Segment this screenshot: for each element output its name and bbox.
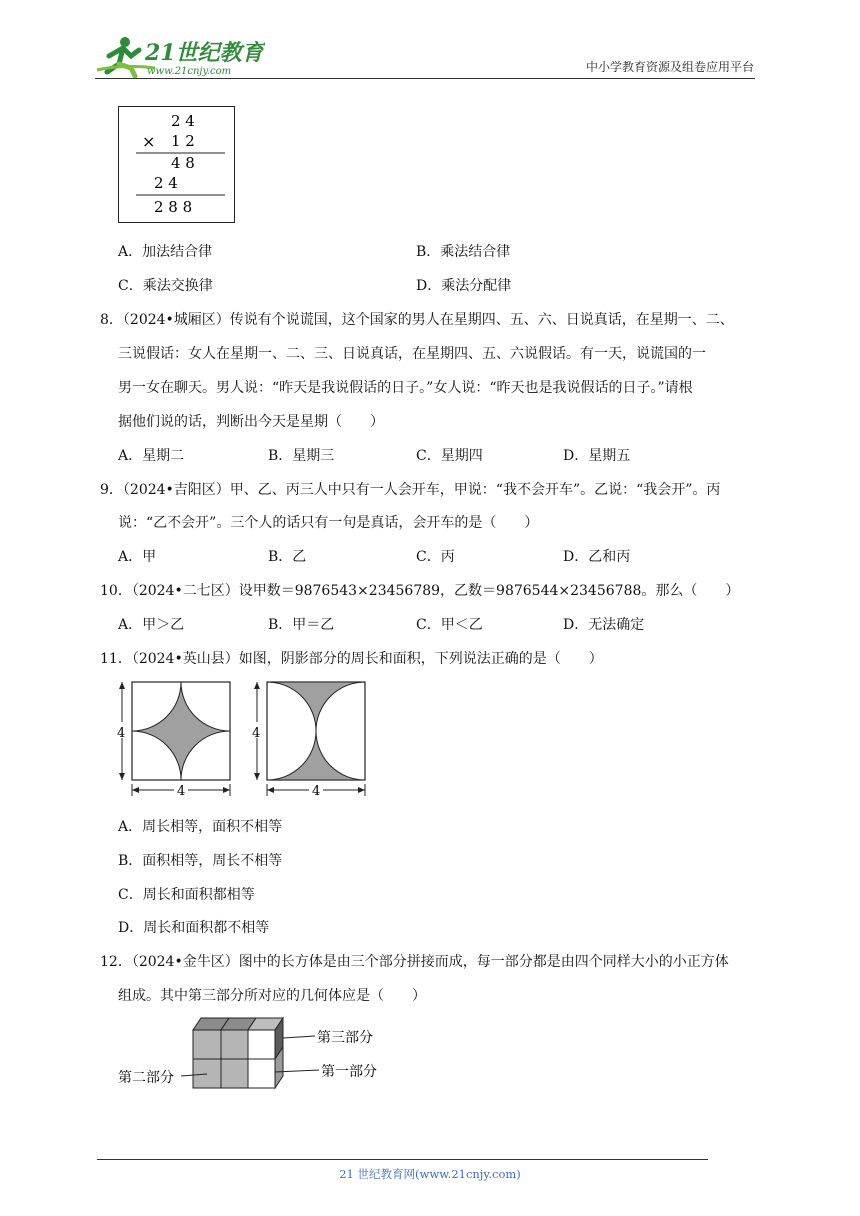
q10-option-a[interactable]: A．甲＞乙: [118, 617, 185, 633]
right-height-label: 4: [252, 726, 261, 741]
q8-option-c[interactable]: C．星期四: [416, 448, 483, 464]
times-sign: ×: [142, 132, 156, 151]
q7-option-b[interactable]: B．乘法结合律: [416, 244, 511, 260]
multiplication-figure: [118, 106, 236, 228]
q10-option-c[interactable]: C．甲＜乙: [416, 617, 483, 633]
q8-option-d[interactable]: D．星期五: [563, 448, 631, 464]
q9-text-line-2: 说：“乙不会开”。三个人的话只有一句是真话，会开车的是（ ）: [118, 515, 539, 531]
q12-text-line-2: 组成。其中第三部分所对应的几何体应是（ ）: [118, 988, 426, 1004]
calc-row-4: 2 4: [154, 174, 178, 192]
calc-row-3: 4 8: [171, 154, 195, 172]
q11-option-c[interactable]: C．周长和面积都相等: [118, 887, 255, 903]
q9-text-line-1: 9．（2024•吉阳区）甲、乙、丙三人中只有一人会开车，甲说：“我不会开车”。乙说：“我会开”。丙: [100, 482, 721, 498]
calc-row-5: 2 8 8: [154, 198, 193, 216]
q7-option-a[interactable]: A．加法结合律: [118, 244, 213, 260]
label-first-part: 第一部分: [321, 1064, 377, 1080]
q10-option-d[interactable]: D．无法确定: [563, 617, 645, 633]
q11-option-d[interactable]: D．周长和面积都不相等: [118, 920, 270, 936]
q11-option-a[interactable]: A．周长相等，面积不相等: [118, 819, 283, 835]
q8-option-b[interactable]: B．星期三: [268, 448, 335, 464]
q12-text-line-1: 12．（2024•金牛区）图中的长方体是由三个部分拼接而成，每一部分都是由四个同样大小的小正方体: [100, 954, 729, 970]
platform-name: 中小学教育资源及组卷应用平台: [585, 60, 754, 74]
label-second-part: 第二部分: [118, 1070, 174, 1086]
right-shape: [251, 682, 365, 798]
left-width-label: 4: [177, 784, 186, 799]
label-third-part: 第三部分: [317, 1030, 373, 1046]
q8-text-line-4: 据他们说的话，判断出今天是星期（ ）: [118, 414, 384, 430]
header-divider: [95, 78, 755, 79]
q9-option-a[interactable]: A．甲: [118, 549, 157, 565]
q8-option-a[interactable]: A．星期二: [118, 448, 185, 464]
calc-row-1: 2 4: [171, 112, 195, 130]
right-width-label: 4: [312, 784, 321, 799]
left-height-label: 4: [117, 726, 126, 741]
q8-text-line-2: 三说假话：女人在星期一、二、三、日说真话，在星期四、五、六说假话。有一天，说谎国的一: [118, 346, 706, 362]
q11-option-b[interactable]: B．面积相等，周长不相等: [118, 853, 283, 869]
logo-url: www.21cnjy.com: [147, 66, 232, 77]
footer-link[interactable]: 21 世纪教育网(www.21cnjy.com): [339, 1167, 521, 1181]
q9-option-b[interactable]: B．乙: [268, 549, 307, 565]
left-shape: [116, 682, 230, 798]
site-logo: [95, 34, 265, 78]
q11-text-line-1: 11．（2024•英山县）如图，阴影部分的周长和面积，下列说法正确的是（ ）: [100, 651, 603, 667]
q7-option-d[interactable]: D．乘法分配律: [416, 278, 512, 294]
q8-text-line-1: 8．（2024•城厢区）传说有个说谎国，这个国家的男人在星期四、五、六、日说真话，在星期一、二、: [100, 312, 734, 328]
q7-option-c[interactable]: C．乘法交换律: [118, 278, 213, 294]
q12-cuboid-figure: [115, 1014, 405, 1102]
calc-row-2: 1 2: [171, 132, 195, 150]
q9-option-c[interactable]: C．丙: [416, 549, 455, 565]
q11-figure: [112, 678, 372, 806]
footer-divider: [97, 1159, 708, 1160]
logo-text: 21世纪教育: [145, 40, 264, 66]
q10-text-line-1: 10．（2024•二七区）设甲数＝9876543×23456789，乙数＝9876544×23456788。那么（ ）: [100, 583, 740, 599]
q9-option-d[interactable]: D．乙和丙: [563, 549, 631, 565]
q10-option-b[interactable]: B．甲＝乙: [268, 617, 335, 633]
q8-text-line-3: 男一女在聊天。男人说：“昨天是我说假话的日子。”女人说：“昨天也是我说假话的日子。”请根: [118, 380, 693, 396]
